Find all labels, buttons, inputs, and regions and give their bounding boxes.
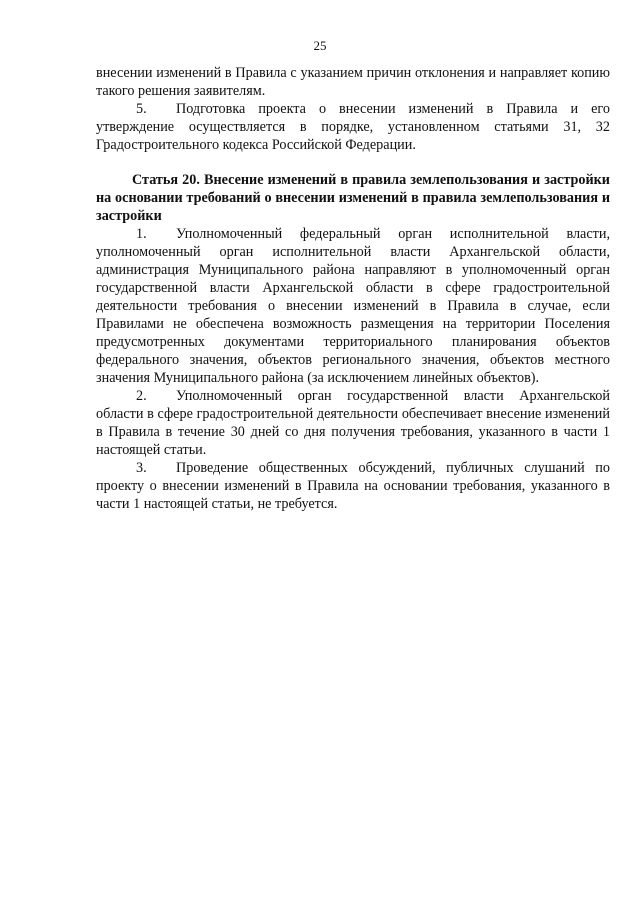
item-text: Проведение общественных обсуждений, публичных слушаний по проекту о внесении изменений в Правила на основании требования, указанного в части 1 настоящей статьи, не требуется. bbox=[96, 460, 610, 512]
article-item-3 bbox=[96, 459, 610, 513]
item-text: Уполномоченный орган государственной власти Архангельской области в сфере градостроительной деятельности обеспечивает внесение изменений в Правила в течение 30 дней со дня получения требования, указанного в части 1 настоящей статьи. bbox=[96, 388, 610, 458]
article-item-2 bbox=[96, 387, 610, 459]
article-item-1 bbox=[96, 225, 610, 387]
item-number: 5. bbox=[136, 101, 147, 117]
intro-paragraph: внесении изменений в Правила с указанием причин отклонения и направляет копию такого решения заявителям. bbox=[96, 65, 610, 99]
item-text: Подготовка проекта о внесении изменений в Правила и его утверждение осуществляется в порядке, установленном статьями 31, 32 Градостроительного кодекса Российской Федерации. bbox=[96, 101, 610, 153]
item-text: Уполномоченный федеральный орган исполнительной власти, уполномоченный орган исполнительной власти Архангельской области, администрация Муниципального района направляют в уполномоченный орган государственной власти Архангельской области в сфере градостроительной деятельности требования о внесении изменений в Правила в случае, если Правилами не обеспечена возможность размещения на территории Поселения предусмотренных документами территориального планирования объектов федерального значения, объектов регионального значения, объектов местного значения Муниципального района (за исключением линейных объектов). bbox=[96, 226, 610, 386]
page-number: 25 bbox=[313, 38, 327, 53]
item-number: 1. bbox=[136, 226, 147, 242]
item-number: 3. bbox=[136, 460, 147, 476]
page-content bbox=[96, 64, 610, 513]
article-title: Статья 20. Внесение изменений в правила землепользования и застройки на основании требований о внесении изменений в правила землепользования и застройки bbox=[96, 172, 610, 224]
list-item-5 bbox=[96, 100, 610, 154]
item-number: 2. bbox=[136, 388, 147, 404]
